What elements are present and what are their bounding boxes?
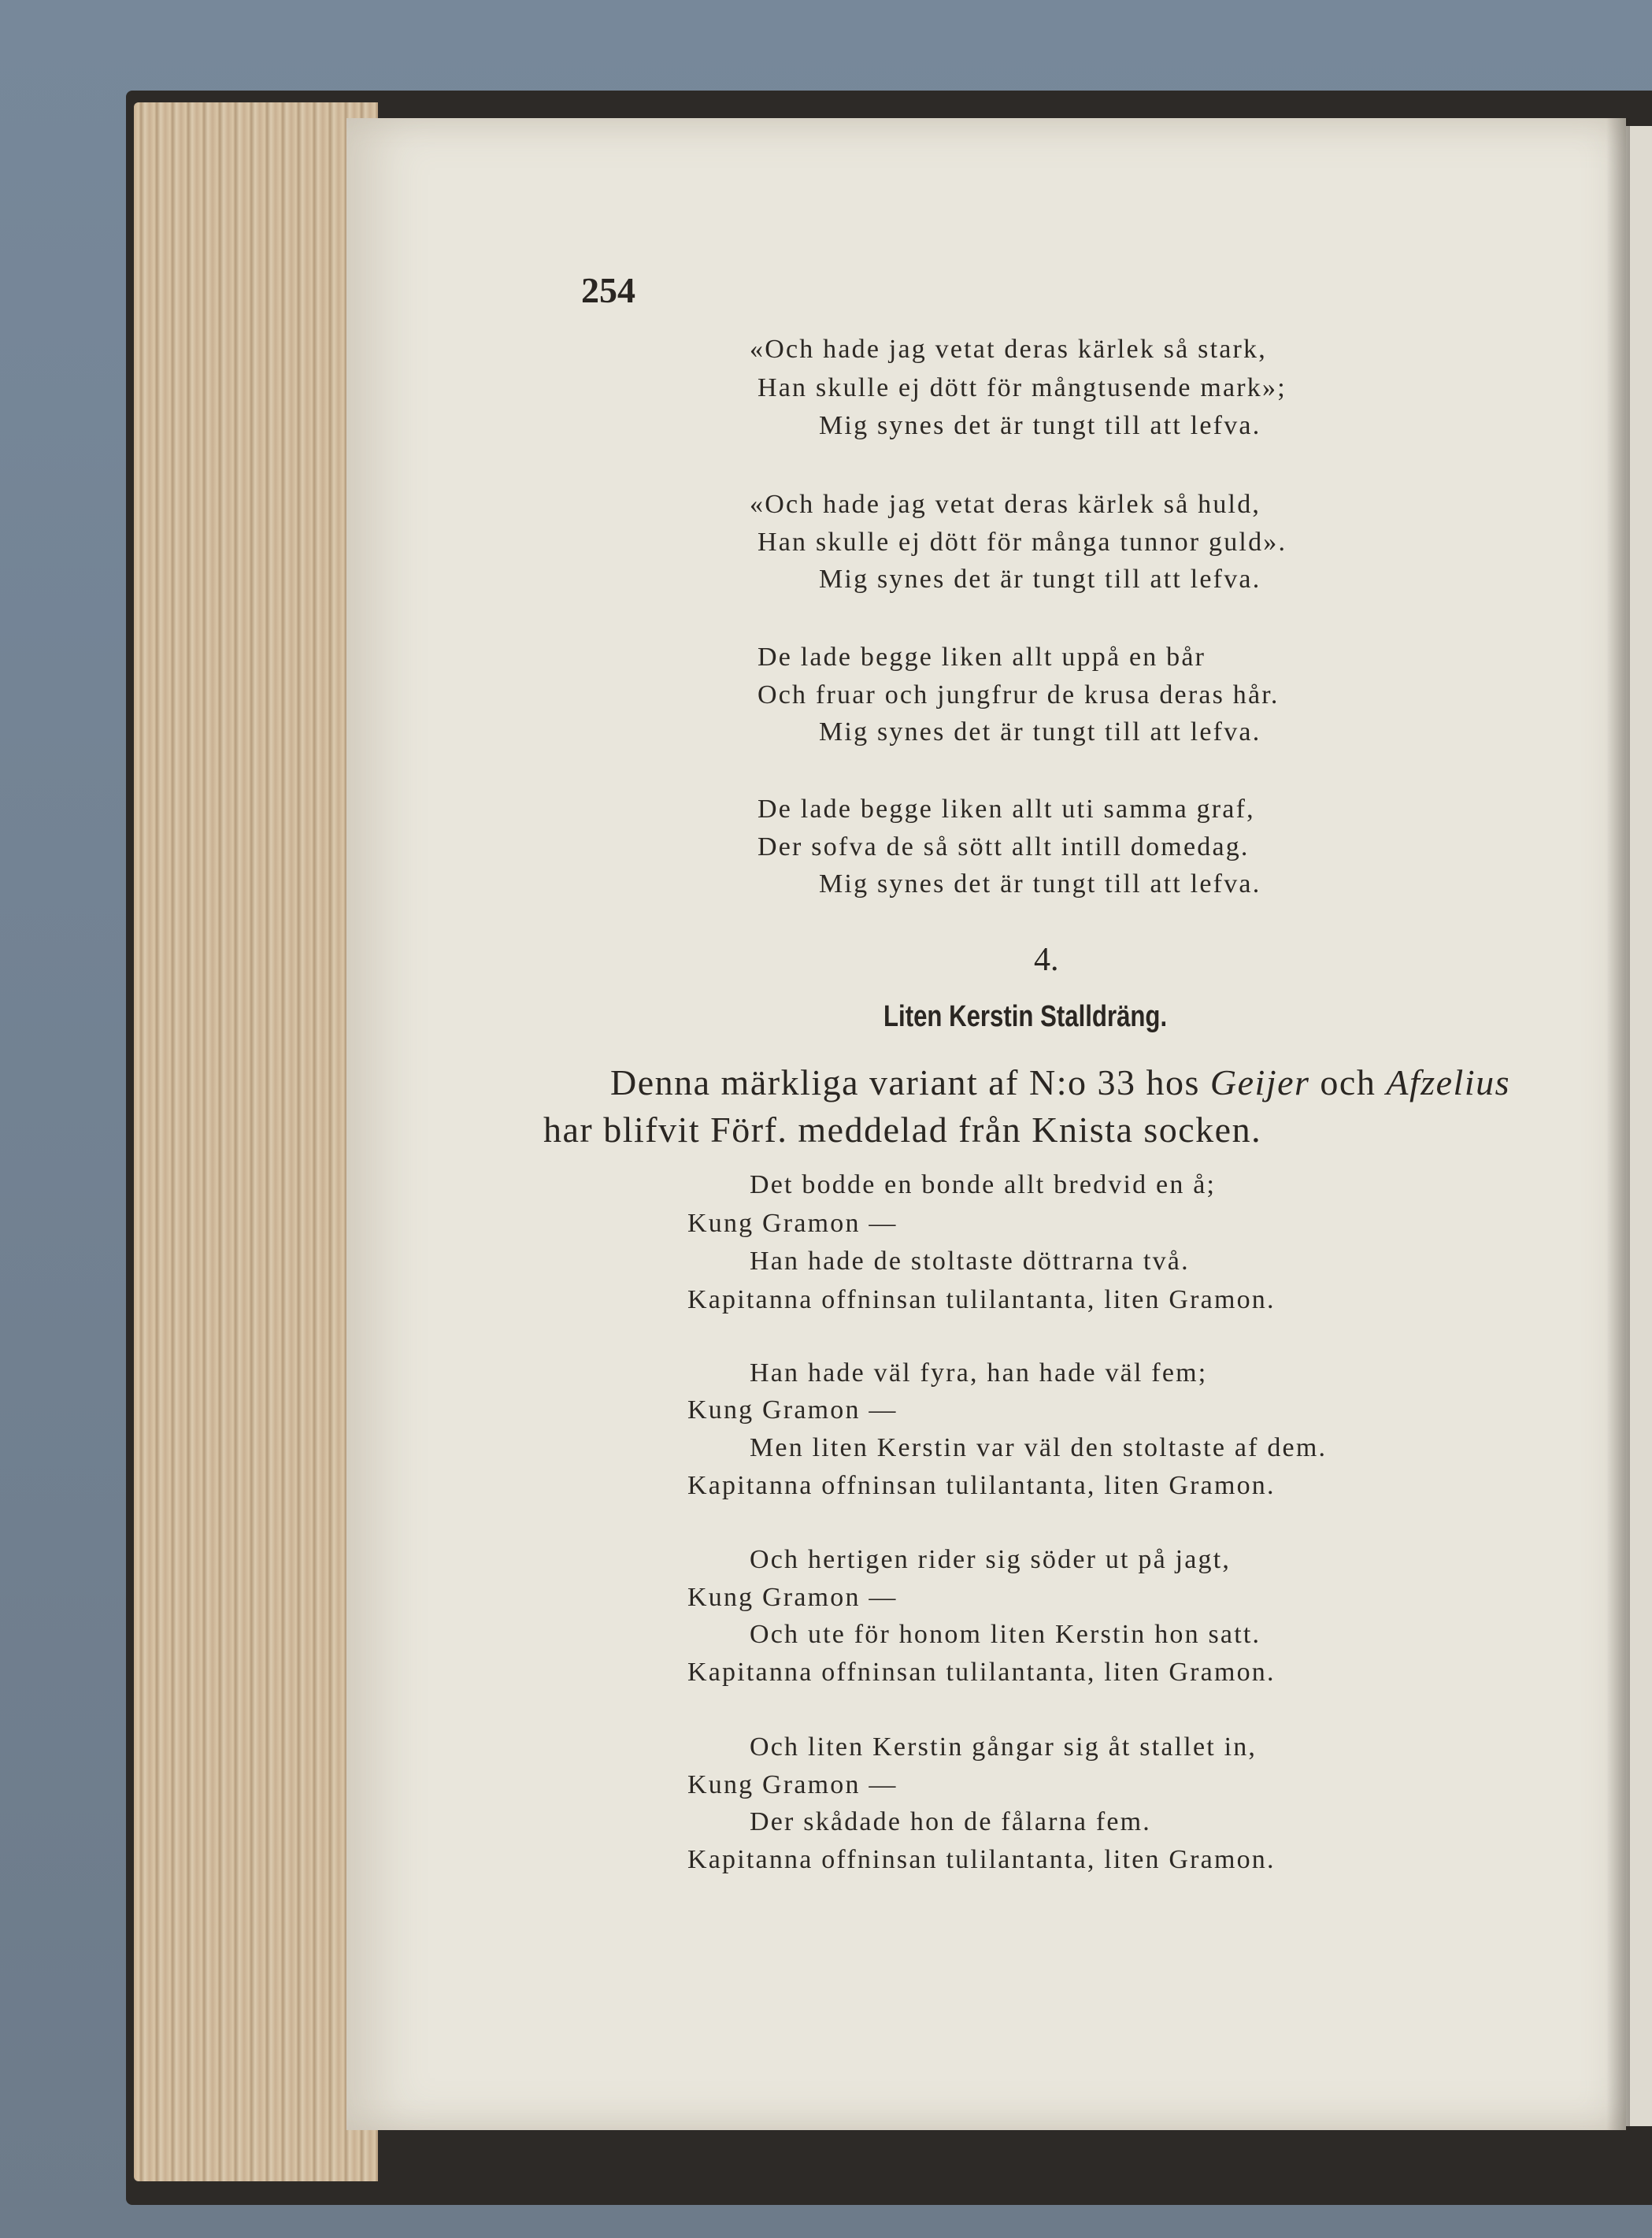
section-number: 4. — [1034, 942, 1059, 978]
page-number: 254 — [581, 270, 635, 310]
verse-line: Han hade de stoltaste döttrarna två. — [750, 1247, 1190, 1276]
verse-line: Der skådade hon de fålarna fem. — [750, 1807, 1151, 1836]
verse-refrain: Kung Gramon — — [687, 1583, 898, 1612]
intro-line-1 — [610, 1062, 1510, 1103]
verse-refrain: Mig synes det är tungt till att lefva. — [819, 869, 1261, 899]
verse-line: Det bodde en bonde allt bredvid en å; — [750, 1170, 1217, 1199]
verse-line: Och hertigen rider sig söder ut på jagt, — [750, 1545, 1232, 1574]
verse-refrain: Kung Gramon — — [687, 1395, 898, 1425]
verse-line: Han skulle ej dött för många tunnor guld». — [757, 528, 1287, 557]
gutter-shadow — [1606, 118, 1630, 2130]
section-title: Liten Kerstin Stalldräng. — [883, 1000, 1168, 1033]
verse-line: Och fruar och jungfrur de krusa deras hår. — [757, 680, 1280, 710]
verse-line: De lade begge liken allt uppå en bår — [757, 643, 1206, 672]
verse-refrain: Mig synes det är tungt till att lefva. — [819, 565, 1261, 594]
verse-line: «Och hade jag vetat deras kärlek så stark, — [750, 335, 1267, 364]
verse-refrain: Kung Gramon — — [687, 1209, 898, 1238]
intro-text: Denna märkliga variant af N:o 33 hos — [610, 1062, 1210, 1102]
verse-line: Han hade väl fyra, han hade väl fem; — [750, 1358, 1208, 1388]
intro-text: och — [1309, 1062, 1387, 1102]
verse-line: Der sofva de så sött allt intill domedag. — [757, 832, 1250, 861]
verse-refrain: Mig synes det är tungt till att lefva. — [819, 411, 1261, 440]
verse-refrain: Kapitanna offninsan tulilantanta, liten Gramon. — [687, 1658, 1276, 1687]
page-edges — [134, 102, 378, 2181]
intro-line-2: har blifvit Förf. meddelad från Knista socken. — [543, 1110, 1262, 1150]
verse-refrain: Kapitanna offninsan tulilantanta, liten Gramon. — [687, 1285, 1276, 1314]
verse-line: Och ute för honom liten Kerstin hon satt. — [750, 1620, 1261, 1649]
verse-refrain: Kapitanna offninsan tulilantanta, liten Gramon. — [687, 1845, 1276, 1874]
verse-refrain: Kapitanna offninsan tulilantanta, liten Gramon. — [687, 1471, 1276, 1500]
verse-refrain: Kung Gramon — — [687, 1770, 898, 1799]
verse-line: Han skulle ej dött för mångtusende mark»; — [757, 373, 1287, 402]
author-name: Afzelius — [1386, 1062, 1511, 1102]
verse-line: Och liten Kerstin gångar sig åt stallet in, — [750, 1732, 1258, 1762]
verse-refrain: Mig synes det är tungt till att lefva. — [819, 717, 1261, 747]
verse-line: De lade begge liken allt uti samma graf, — [757, 795, 1255, 824]
verse-line: Men liten Kerstin var väl den stoltaste af dem. — [750, 1433, 1328, 1462]
author-name: Geijer — [1209, 1062, 1310, 1102]
verse-line: «Och hade jag vetat deras kärlek så huld, — [750, 490, 1261, 519]
